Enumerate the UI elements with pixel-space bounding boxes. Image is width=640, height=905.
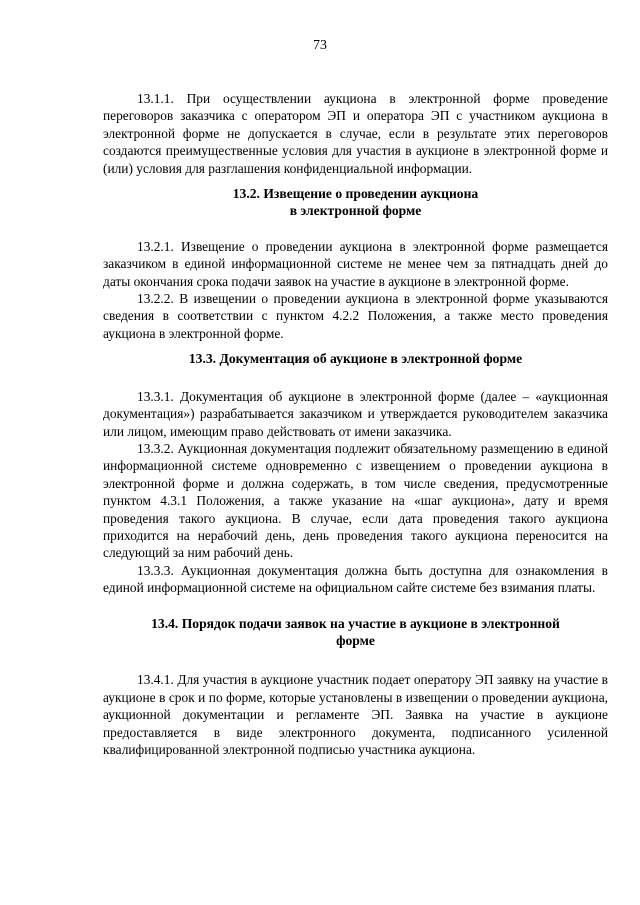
section-heading-13-2-line-2: в электронной форме bbox=[289, 203, 422, 219]
page-number: 73 bbox=[313, 38, 327, 53]
paragraph-13-4-1: 13.4.1. Для участия в аукционе участник подает оператору ЭП заявку на участие в аукционе в срок и по форме, которые установлены в извещении о проведении аукциона, аукционной документации и регламенте ЭП. Заявка на участие в аукционе предоставляется в виде электронного документа, подписанного усиленной квалифицированной электронной подписью участника аукциона. bbox=[103, 672, 608, 757]
paragraph-13-2-2: 13.2.2. В извещении о проведении аукциона в электронной форме указываются сведения в соответствии с пунктом 4.2.2 Положения, а также место проведения аукциона в электронной форме. bbox=[103, 291, 608, 341]
section-heading-13-3: 13.3. Документация об аукционе в электронной форме bbox=[188, 351, 523, 367]
paragraph-13-2-1: 13.2.1. Извещение о проведении аукциона в электронной форме размещается заказчиком в единой информационной системе не менее чем за пятнадцать дней до даты окончания срока подачи заявок на участие в аукционе в электронной форме. bbox=[103, 238, 608, 289]
section-heading-13-4-line-1: 13.4. Порядок подачи заявок на участие в аукционе в электронной bbox=[151, 615, 560, 631]
paragraph-13-1-1: 13.1.1. При осуществлении аукциона в электронной форме проведение переговоров заказчика с оператором ЭП и оператора ЭП с участником аукциона в электронной форме не допускается в случае, если в результате этих переговоров создаются преимущественные условия для участия в аукционе в электронной форме и (или) условия для разглашения конфиденциальной информации. bbox=[103, 91, 608, 176]
paragraph-13-3-3: 13.3.3. Аукционная документация должна быть доступна для ознакомления в единой информационной системе на официальном сайте системе без взимания платы. bbox=[103, 562, 608, 596]
paragraph-13-3-2: 13.3.2. Аукционная документация подлежит обязательному размещению в единой информационной системе одновременно с извещением о проведении аукциона в электронной форме и должна содержать, в том числе сведения, предусмотренные пунктом 4.3.1 Положения, а также указание на «шаг аукциона», дату и время проведения такого аукциона. В случае, если дата проведения такого аукциона приходится на нерабочий день, день проведения такого аукциона переносится на следующий за ним рабочий день. bbox=[103, 440, 608, 561]
section-heading-13-4 bbox=[103, 615, 608, 650]
paragraph-13-3-1: 13.3.1. Документация об аукционе в электронной форме (далее – «аукционная документация») разрабатывается заказчиком и утверждается руководителем заказчика или лицом, имеющим право действовать от имени заказчика. bbox=[103, 388, 608, 439]
document-body bbox=[103, 90, 608, 758]
section-heading-13-4-line-2: форме bbox=[336, 632, 375, 648]
section-heading-13-2-line-1: 13.2. Извещение о проведении аукциона bbox=[232, 186, 479, 202]
section-heading-13-2 bbox=[103, 185, 608, 220]
